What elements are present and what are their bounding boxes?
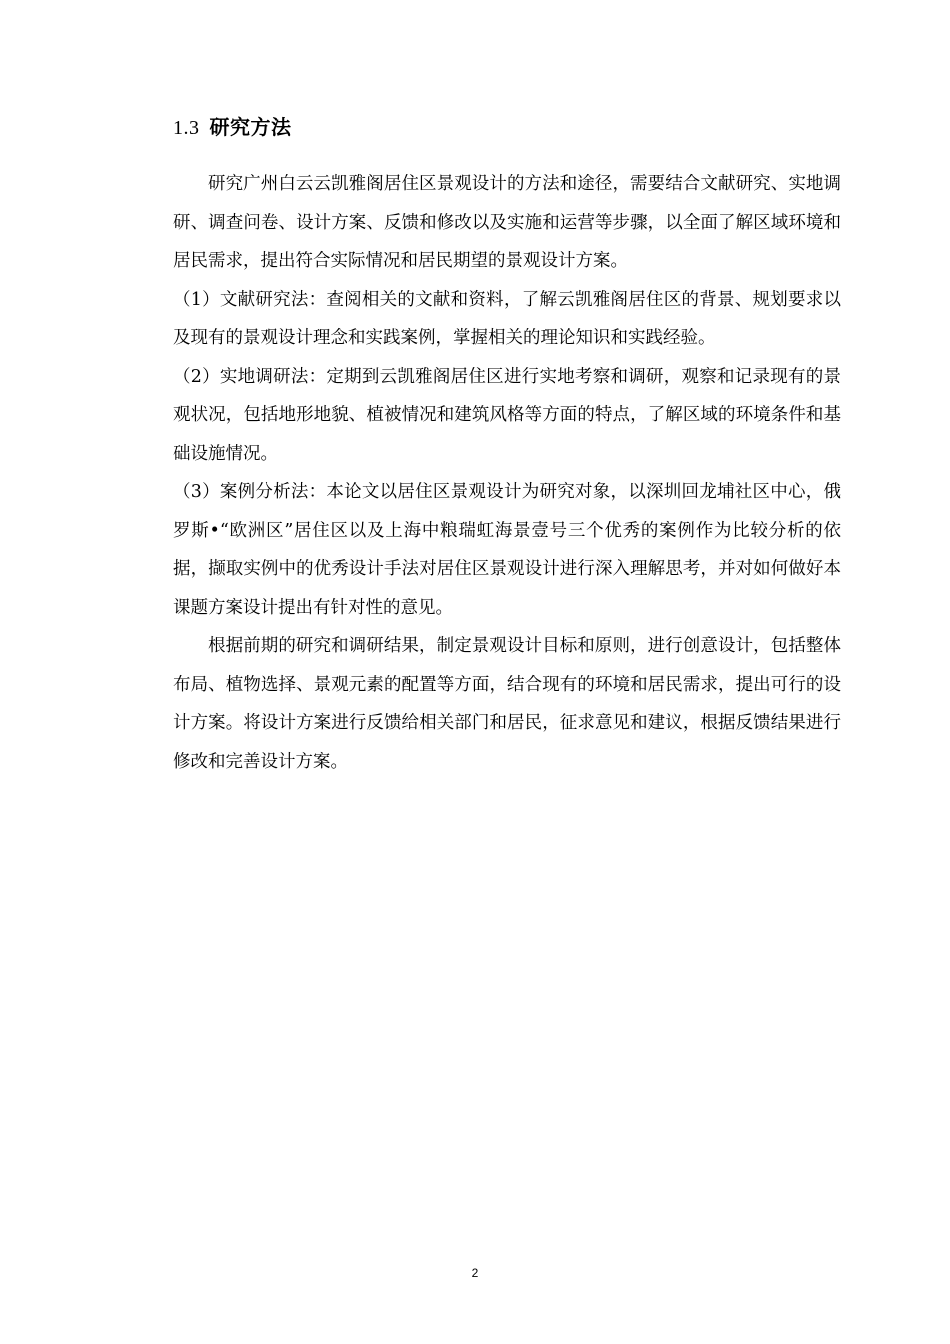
paragraph-field-survey-method: （2）实地调研法：定期到云凯雅阁居住区进行实地考察和调研，观察和记录现有的景观状况，包括地形地貌、植被情况和建筑风格等方面的特点，了解区域的环境条件和基础设施情况。 (173, 366, 841, 464)
page-number: 2 (471, 1266, 479, 1280)
page-content (173, 112, 841, 781)
paragraph-design-process: 根据前期的研究和调研结果，制定景观设计目标和原则，进行创意设计，包括整体布局、植物选择、景观元素的配置等方面，结合现有的环境和居民需求，提出可行的设计方案。将设计方案进行反馈给相关部门和居民，征求意见和建议，根据反馈结果进行修改和完善设计方案。 (173, 636, 841, 772)
section-title: 研究方法 (209, 115, 292, 139)
paragraph-case-analysis-method: （3）案例分析法：本论文以居住区景观设计为研究对象，以深圳回龙埔社区中心，俄罗斯•“欧洲区”居住区以及上海中粮瑞虹海景壹号三个优秀的案例作为比较分析的依据，撷取实例中的优秀设计手法对居住区景观设计进行深入理解思考，并对如何做好本课题方案设计提出有针对性的意见。 (173, 482, 841, 618)
section-number: 1.3 (173, 117, 200, 139)
section-heading (173, 112, 841, 143)
paragraph-literature-method: （1）文献研究法：查阅相关的文献和资料，了解云凯雅阁居住区的背景、规划要求以及现有的景观设计理念和实践案例，掌握相关的理论知识和实践经验。 (173, 289, 841, 348)
paragraph-intro: 研究广州白云云凯雅阁居住区景观设计的方法和途径，需要结合文献研究、实地调研、调查问卷、设计方案、反馈和修改以及实施和运营等步骤，以全面了解区域环境和居民需求，提出符合实际情况和居民期望的景观设计方案。 (173, 174, 841, 271)
